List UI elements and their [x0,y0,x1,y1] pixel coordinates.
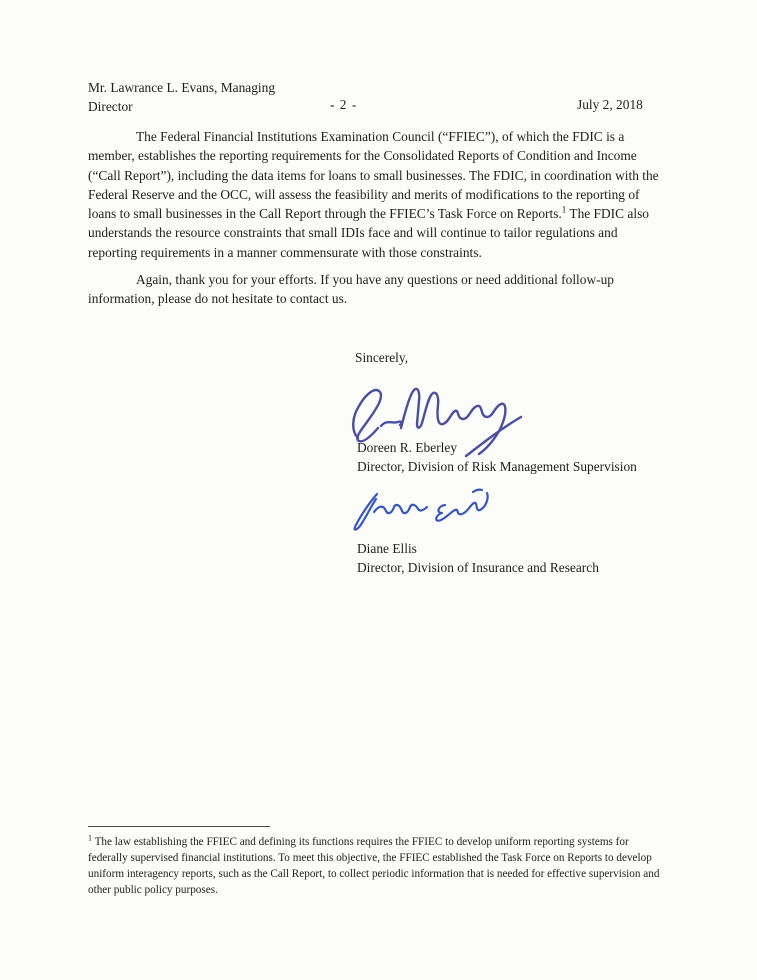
addressee-block [88,78,338,117]
paragraph-ffiec [88,127,668,262]
addressee-name: Mr. Lawrance L. Evans, Managing [88,80,276,95]
paragraph-ffiec-continued: The FDIC also understands the resource constraints that small IDIs face and will continue to tailor regulations and reporting requirements in a manner commensurate with those constraints. [88,206,649,260]
footnote-text: The law establishing the FFIEC and defining its functions requires the FFIEC to develop uniform reporting systems for federally supervised financial institutions. To meet this objective, the FFIEC established the Task Force on Reports to develop uniform interagency reports, such as the Call Report, to collect periodic information that is needed for effective supervision and other public policy purposes. [88,836,660,896]
signer-title: Director, Division of Insurance and Research [357,560,599,576]
footnote-divider [88,826,270,827]
signature-block-risk-management [357,438,637,476]
footnote [88,834,666,898]
valediction: Sincerely, [355,350,409,365]
paragraph-ffiec-text: The Federal Financial Institutions Examination Council (“FFIEC”), of which the FDIC is a member, establishes the reporting requirements for the Consolidated Reports of Condition and Income (“Call Report”), including the data items for loans to small businesses. The FDIC, in coordination with the Federal Reserve and the OCC, will assess the feasibility and merits of modifications to the reporting of loans to small businesses in the Call Report through the FFIEC’s Task Force on Reports. [88,129,659,222]
footnote-reference-marker: 1 [561,204,567,215]
letter-date: July 2, 2018 [577,97,643,112]
paragraph-thanks: Again, thank you for your efforts. If you have any questions or need additional follow-up information, please do not hesitate to contact us. [88,271,614,306]
addressee-title: Director [88,99,133,115]
signer-name: Diane Ellis [357,541,417,556]
signer-name: Doreen R. Eberley [357,440,458,455]
footnote-number: 1 [88,833,92,843]
signature-block-insurance-research [357,539,599,577]
page-number: - 2 - [330,97,358,112]
signature-diane-ellis-handwriting [348,485,498,539]
letter-body [88,127,668,308]
signer-title: Director, Division of Risk Management Supervision [357,459,637,475]
